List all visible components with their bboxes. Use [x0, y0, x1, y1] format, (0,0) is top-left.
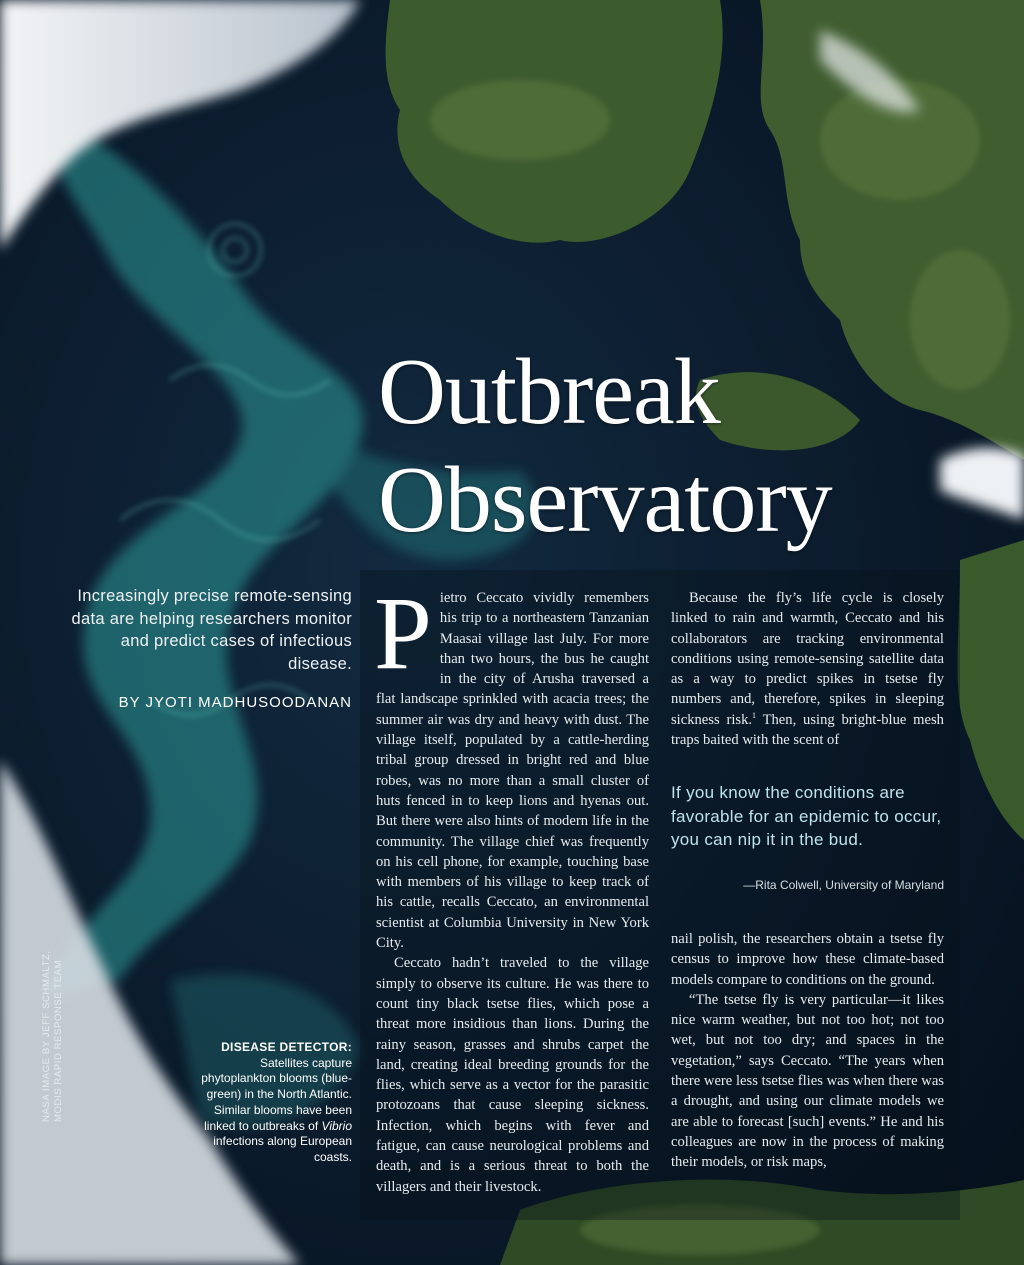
dropcap: P: [374, 576, 432, 691]
byline: BY JYOTI MADHUSOODANAN: [118, 694, 352, 711]
caption-heading: DISEASE DETECTOR:: [221, 1040, 352, 1054]
paragraph-3: [671, 588, 944, 750]
deck-subtitle: Increasingly precise remote-sensing data are helping researchers monitor and predict cases of infectious disease.: [71, 587, 352, 673]
caption-text-end: infections along European coasts.: [213, 1134, 352, 1164]
caption-italic: Vibrio: [321, 1118, 352, 1133]
photo-credit-line-2: MODIS RAPID RESPONSE TEAM: [53, 959, 64, 1122]
paragraph-3-continued: nail polish, the researchers obtain a tsetse fly census to improve how these climate-based models compare to conditions on the ground.: [671, 931, 944, 988]
title-line-2: Observatory: [378, 448, 832, 552]
pull-quote: If you know the conditions are favorable for an epidemic to occur, you can nip it in the bud.: [671, 783, 942, 849]
photo-credit-line-1: NASA IMAGE BY JEFF SCHMALTZ,: [41, 950, 52, 1122]
paragraph-1-text: ietro Ceccato vividly remembers his trip to a northeastern Tanzanian Maasai village last July. For more than two hours, the bus he caught in the city of Arusha traversed a flat landscape sprinkled with acacia trees; the summer air was dry and heavy with dust. The village itself, populated by a cattle-herding tribal group dressed in bright red and blue robes, was no more than a small cluster of huts fenced in to keep lions and hyenas out. But there were also hints of modern life in the community. The village chief was frequently on his cell phone, for example, touching base with members of his village to keep track of his cattle, recalls Ceccato, an environmental scientist at Columbia University in New York City.: [376, 590, 649, 952]
paragraph-2: Ceccato hadn’t traveled to the village simply to observe its culture. He was there to count tiny black tsetse flies, which pose a threat more insidious than lions. During the rainy season, grasses and shrubs carpet the land, creating ideal breeding grounds for the flies, which serve as a vector for the parasitic protozoans that cause sleeping sickness. Infection, which begins with fever and fatigue, can cause neurological problems and death, and is a serious threat to both the villagers and their livestock.: [376, 955, 649, 1195]
article-column-2-top: [671, 588, 944, 750]
image-caption: [200, 1040, 352, 1166]
paragraph-1: [374, 576, 649, 953]
pull-quote-attribution: —Rita Colwell, University of Maryland: [743, 878, 944, 892]
title-line-1: Outbreak: [378, 340, 720, 444]
article-column-1: [374, 576, 649, 1197]
caption-text: Satellites capture phytoplankton blooms (blue-green) in the North Atlantic. Similar blooms have been linked to outbreaks of: [201, 1055, 352, 1133]
article-title: [378, 338, 832, 554]
paragraph-4: “The tsetse fly is very particular—it likes nice warm weather, but not too hot; not too wet, but not too dry; and spaces in the vegetation,” says Ceccato. “The years when there were less tsetse flies was when there was a drought, and using our climate models we are able to forecast [such] events.” He and his colleagues are now in the process of making their models, or risk maps,: [671, 991, 944, 1171]
photo-credit: [41, 950, 65, 1122]
reference-marker: 1: [752, 710, 757, 720]
paragraph-3-text-cont: Then, using bright-blue mesh traps baited with the scent of: [671, 711, 944, 749]
article-column-2-bottom: [671, 929, 944, 1173]
paragraph-3-text: Because the fly’s life cycle is closely linked to rain and warmth, Ceccato and his collaborators are tracking environmental conditions using remote-sensing satellite data as a way to predict spikes in tsetse fly numbers and, therefore, spikes in sleeping sickness risk.: [671, 590, 944, 728]
